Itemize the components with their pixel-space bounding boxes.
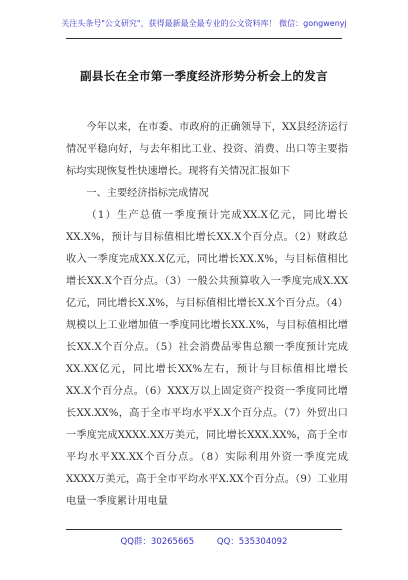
intro-paragraph: 今年以来，在市委、市政府的正确领导下，XX县经济运行情况平稳向好，与去年相比工业、投资、消费、出口等主要指标均实现恢复性快速增长。现将有关情况汇报如下 bbox=[66, 122, 348, 177]
footer-qq-group: QQ群：30265665 bbox=[120, 537, 195, 547]
footer-contact bbox=[0, 535, 408, 547]
footer-qq: QQ：535304092 bbox=[216, 537, 288, 547]
section-body-paragraph: （1）生产总值一季度预计完成XX.X亿元，同比增长XX.X%，预计与目标值相比增长XX.X个百分点。（2）财政总收入一季度完成XX.X亿元，同比增长XX.X%，与目标值相比增长XX.X个百分点。（3）一般公共预算收入一季度完成X.XX亿元，同比增长X.X%，与目标值相比增长X.X个百分点。（4）规模以上工业增加值一季度同比增长XX.X%，与目标值相比增长XX.X个百分点。（5）社会消费品零售总额一季度预计完成XX.XX亿元，同比增长XX%左右，预计与目标值相比增长XX.X个百分点。（6）XXX万以上固定资产投资一季度同比增长XX.XX%，高于全市平均水平X.X个百分点。（7）外贸出口一季度完成XXXX.XX万美元，同比增长XXX.XX%，高于全市平均水平XX.XX个百分点。（8）实际利用外资一季度完成XXXX万美元，高于全市平均水平X.XX个百分点。（9）工业用电量一季度累计用电量 bbox=[66, 210, 348, 507]
header-banner: 关注头条号"公文研究"，获得最新最全最专业的公文资料库！ 微信：gongwenyj bbox=[61, 19, 347, 28]
section-heading: 一、主要经济指标完成情况 bbox=[86, 188, 209, 199]
document-title: 副县长在全市第一季度经济形势分析会上的发言 bbox=[80, 69, 328, 83]
header-divider bbox=[66, 38, 342, 39]
footer-divider bbox=[66, 529, 342, 530]
document-body bbox=[66, 117, 348, 513]
